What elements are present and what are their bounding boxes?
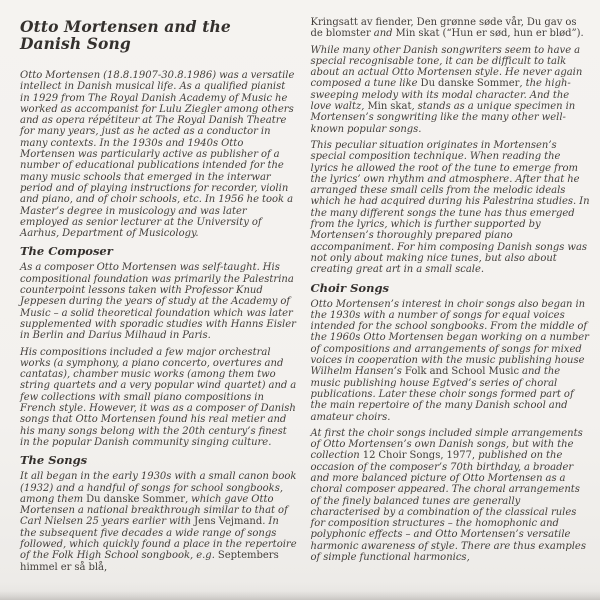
paragraph-choir-history [311,299,591,423]
text-segment: , which gave Otto Mortensen a national breakthrough similar to that of Carl Nielsen 25 years earlier with [20,493,288,528]
text-segment: Du danske Sommer [420,78,520,90]
heading-the-songs: The Songs [20,453,88,468]
text-segment: and [373,28,396,40]
paragraph-song-titles-continued [311,17,591,40]
paragraph-composer-foundation [20,262,298,341]
text-segment: Kringsatt av fiender, Den grønne søde vår, Du gav os de blomster [310,17,577,40]
text-segment: Septembers himmel er så blå, [20,550,279,573]
text-segment: , the high-sweeping melody with its modal character. And the love waltz, [310,78,571,113]
left-column [20,16,298,600]
text-segment: , stands as a unique specimen in Mortensen’s songwriting like the many other well-known popular songs. [310,101,576,135]
paragraph-style [311,45,591,135]
text-segment: 12 Choir Songs, 1977, [362,450,476,462]
text-segment: This peculiar situation originates in Mortensen’s special composition technique. When reading the lyrics he allowed the root of the tune to emerge from the lyrics’ own rhythm and atmosphere. After that he arranged these small cells from the melodic ideals which he had acquired during his Palestrina studies. In the many different songs the tune has thus emerged from the lyrics, which is further supported by Mortensen’s thoroughly prepared piano accompaniment. For him composing Danish songs was not only about making nice tunes, but also about creating great art in a small scale. [310,139,590,276]
text-segment: Folk and School Music [404,366,520,378]
text-segment: Otto Mortensen (18.8.1907-30.8.1986) was a versatile intellect in Danish musical life. As a qualified pianist in 1929 from The Royal Danish Academy of Music he worked as accompanist for Lulu Ziegler among others and as opera répétiteur at The Royal Danish Theatre for many years, just as he acted as a conductor in many contexts. In the 1930s and 1940s Otto Mortensen was particularly active as publisher of a number of educational publications intended for the many music schools that emerged in the interwar period and of playing instructions for recorder, violin and piano, and of choir schools, etc. In 1956 he took a Master’s degree in musicology and was later employed as senior lecturer at the University of Aarhus, Department of Musicology. [20,70,295,240]
paragraph-songs-beginning [20,471,298,573]
text-segment: It all began in the early 1930s with a small canon book (1932) and a handful of songs for school songbooks, among them [20,471,297,505]
text-segment: Min skat [367,101,412,113]
text-segment: published on the occasion of the composer’s 70th birthday, a broader and more balanced picture of Otto Mortensen as a choral composer appeared. The choral arrangements of the finely balanced tunes are generally characterised by a combination of the classical rules for composition structures – the homophonic and polyphonic effects – and Otto Mortensen’s versatile harmonic awareness of style. There are thus examples of simple functional harmonics, [310,450,586,564]
text-segment: . In the subsequent five decades a wide range of songs followed, which quickly found a place in the repertoire of the Folk High School songbook, e.g. [20,516,297,562]
heading-choir-songs: Choir Songs [310,280,389,295]
paragraph-biography [20,70,298,239]
text-segment: While many other Danish songwriters seem to have a special recognisable tone, it can be difficult to talk about an actual Otto Mortensen style. He never again composed a tune like [310,44,583,90]
text-segment: Min skat (“Hun er sød, hun er blød”). [395,28,584,40]
text-segment: Jens Vejmand [194,516,263,528]
text-segment: Du danske Sommer [86,493,185,505]
heading-the-composer: The Composer [20,244,113,259]
paragraph-choir-collection [311,428,591,564]
text-segment: His compositions included a few major orchestral works (a symphony, a piano concerto, overtures and cantatas), chamber music works (among them two string quartets and a very popular wind quartet) and a few collections with small piano compositions in French style. However, it was as a composer of Danish songs that Otto Mortensen found his real metier and his many songs belong with the 20th century’s finest in the popular Danish community singing culture. [20,346,297,448]
paragraph-composer-works [20,347,298,449]
page-title: Otto Mortensen and the Danish Song [20,17,231,53]
paragraph-composition-technique [311,140,591,276]
text-segment: As a composer Otto Mortensen was self-taught. His compositional foundation was primarily the Palestrina counterpoint lessons taken with Professor Knud Jeppesen during the years of study at the Academy of Music – a solid theoretical foundation which was later supplemented with sporadic studies with Hanns Eisler in Berlin and Darius Milhaud in Paris. [20,262,296,342]
text-segment: and the music publishing house Egtved’s series of choral publications. Later these choir songs formed part of the main repertoire of the many Danish school and amateur choirs. [310,366,574,423]
right-column [311,16,591,600]
text-segment: At first the choir songs included simple arrangements of Otto Mortensen’s own Danish songs, but with the collection [310,427,583,462]
text-segment: Otto Mortensen’s interest in choir songs also began in the 1930s with a number of songs for equal voices intended for the school songbooks. From the middle of the 1960s Otto Mortensen began working on a number of compositions and arrangements of songs for mixed voices in cooperation with the music publishing house Wilhelm Hansen’s [310,298,589,378]
